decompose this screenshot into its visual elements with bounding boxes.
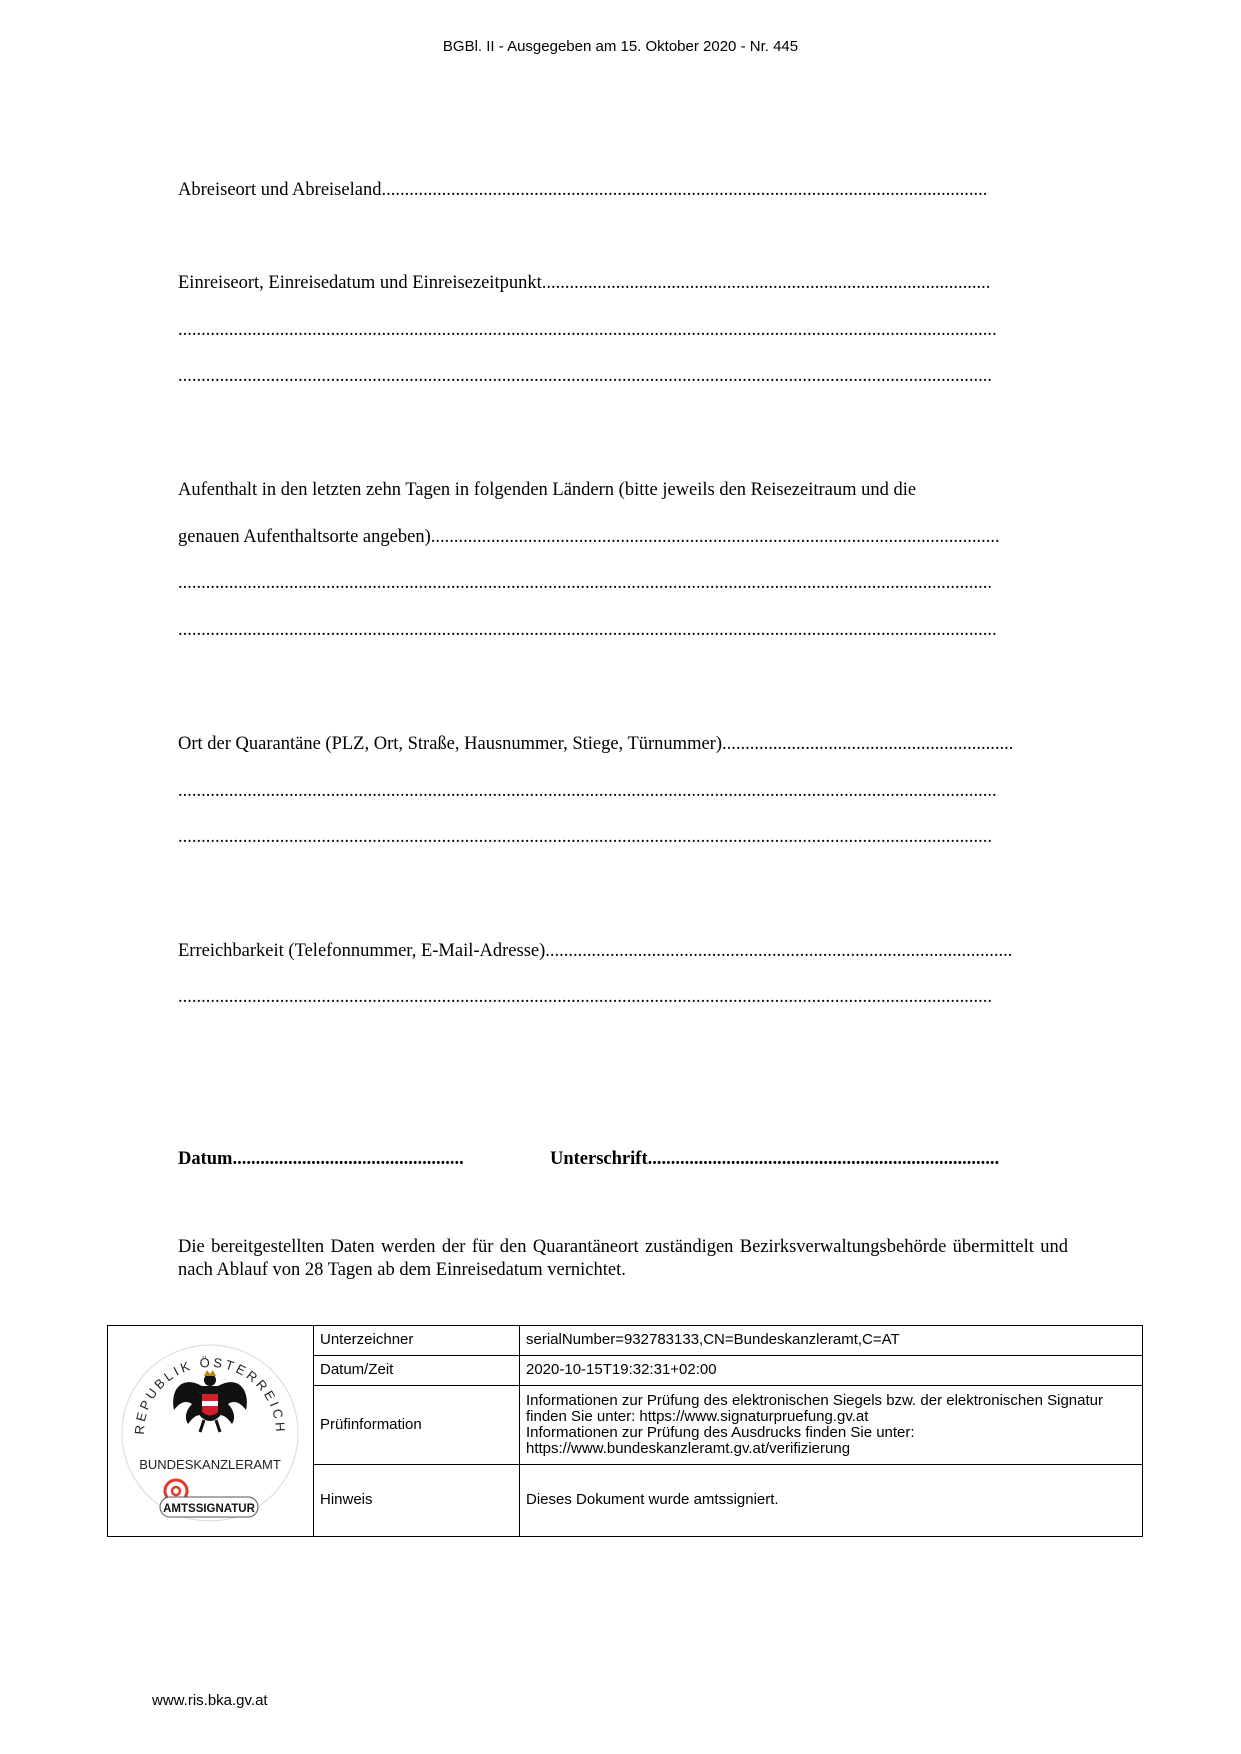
republic-seal-icon (114, 1329, 307, 1529)
signature-block (107, 1325, 1143, 1537)
contact-line-2: ................................................................................................................................................................................ (178, 987, 992, 1007)
svg-text:BUNDESKANZLERAMT: BUNDESKANZLERAMT (139, 1457, 281, 1472)
data-retention-notice: Die bereitgestellten Daten werden der für den Quarantäneort zuständigen Bezirksverwaltungsbehörde übermittelt und nach Ablauf von 28 Tagen ab dem Einreisedatum vernichtet. (178, 1237, 1068, 1280)
note-value: Dieses Dokument wurde amtssigniert. (520, 1464, 1143, 1537)
entry-field: Einreiseort, Einreisedatum und Einreisezeitpunkt................................................................................................. (178, 273, 991, 293)
amtssignatur-badge-icon (160, 1480, 258, 1517)
signer-value: serialNumber=932783133,CN=Bundeskanzleramt,C=AT (520, 1326, 1143, 1356)
datetime-value: 2020-10-15T19:32:31+02:00 (520, 1355, 1143, 1385)
quarantine-field: Ort der Quarantäne (PLZ, Ort, Straße, Hausnummer, Stiege, Türnummer)............................................................... (178, 734, 1014, 754)
signature-field: Unterschrift............................................................................ (550, 1149, 1000, 1169)
quarantine-line-3: ................................................................................................................................................................................ (178, 827, 992, 847)
quarantine-line-2: ................................................................................................................................................................................. (178, 781, 997, 801)
signer-label: Unterzeichner (314, 1326, 520, 1356)
stay-intro: Aufenthalt in den letzten zehn Tagen in folgenden Ländern (bitte jeweils den Reisezeitraum und die (178, 480, 917, 500)
gazette-header: BGBl. II - Ausgegeben am 15. Oktober 2020 - Nr. 445 (442, 38, 799, 55)
svg-text:REPUBLIK ÖSTERREICH: REPUBLIK ÖSTERREICH (131, 1354, 289, 1435)
entry-line-3: ................................................................................................................................................................................ (178, 366, 992, 386)
datetime-label: Datum/Zeit (314, 1355, 520, 1385)
contact-field: Erreichbarkeit (Telefonnummer, E-Mail-Adresse)..................................................................................................... (178, 941, 1013, 961)
austrian-eagle-icon (173, 1370, 247, 1432)
stay-line-2: ................................................................................................................................................................................ (178, 573, 992, 593)
departure-field: Abreiseort und Abreiseland................................................................................................................................... (178, 180, 988, 200)
official-seal (108, 1326, 314, 1537)
date-field: Datum.................................................. (178, 1149, 464, 1169)
footer-url: www.ris.bka.gv.at (152, 1692, 268, 1709)
entry-line-2: ................................................................................................................................................................................. (178, 320, 997, 340)
svg-text:AMTSSIGNATUR: AMTSSIGNATUR (163, 1503, 255, 1515)
stay-line-3: ................................................................................................................................................................................. (178, 620, 997, 640)
stay-field: genauen Aufenthaltsorte angeben)........................................................................................................................... (178, 527, 1000, 547)
note-label: Hinweis (314, 1464, 520, 1537)
verification-label: Prüfinformation (314, 1385, 520, 1464)
verification-value: Informationen zur Prüfung des elektronischen Siegels bzw. der elektronischen Signatur finden Sie unter: https://www.signaturpruefung.gv.at Informationen zur Prüfung des Ausdrucks finden Sie unter: https://www.bundeskanzleramt.gv.at/verifizierung (520, 1385, 1143, 1464)
